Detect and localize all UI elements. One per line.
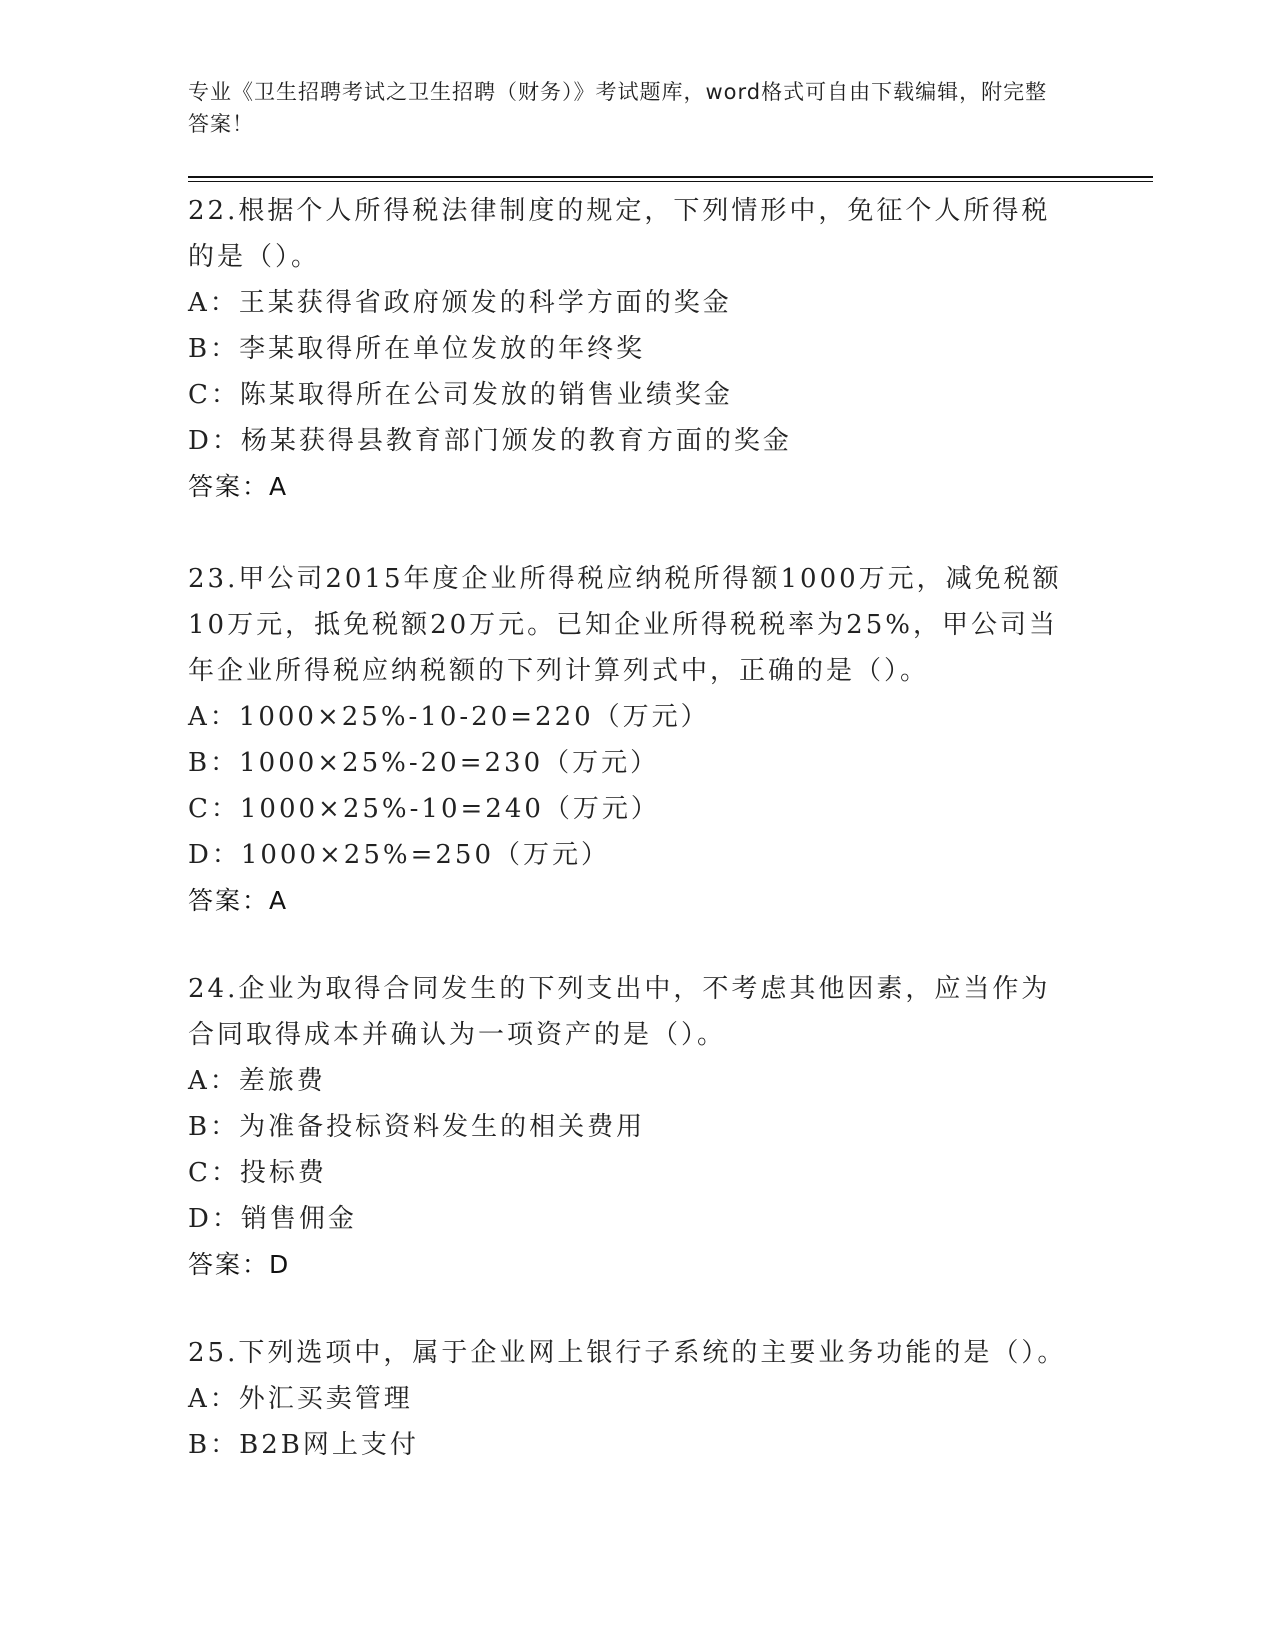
option-c: C：1000×25%-10=240（万元） <box>188 794 660 824</box>
option-c: C：投标费 <box>188 1158 327 1188</box>
option-a: A：外汇买卖管理 <box>188 1384 413 1414</box>
answer: 答案：A <box>188 886 289 915</box>
header-divider <box>188 176 1153 178</box>
option-d: D：销售佣金 <box>188 1204 357 1234</box>
option-a: A：差旅费 <box>188 1066 326 1096</box>
option-a: A：1000×25%-10-20=220（万元） <box>188 702 710 732</box>
option-b: B：李某取得所在单位发放的年终奖 <box>188 334 646 364</box>
option-b: B：B2B网上支付 <box>188 1430 419 1460</box>
option-d: D：杨某获得县教育部门颁发的教育方面的奖金 <box>188 426 792 456</box>
question-25 <box>188 1330 1078 1468</box>
question-stem: 23.甲公司2015年度企业所得税应纳税所得额1000万元，减免税额10万元，抵免税额20万元。已知企业所得税税率为25%，甲公司当年企业所得税应纳税额的下列计算列式中，正确的是（）。 <box>188 564 1062 686</box>
header-divider-thin <box>188 181 1153 182</box>
question-23 <box>188 556 1078 924</box>
option-d: D：1000×25%=250（万元） <box>188 840 610 870</box>
option-a: A：王某获得省政府颁发的科学方面的奖金 <box>188 288 732 318</box>
question-stem: 24.企业为取得合同发生的下列支出中，不考虑其他因素，应当作为合同取得成本并确认为一项资产的是（）。 <box>188 974 1051 1050</box>
question-22 <box>188 188 1078 510</box>
option-b: B：1000×25%-20=230（万元） <box>188 748 660 778</box>
answer: 答案：D <box>188 1250 291 1279</box>
document-header: 专业《卫生招聘考试之卫生招聘（财务）》考试题库，word格式可自由下载编辑，附完整答案！ <box>188 80 1048 136</box>
question-stem: 22.根据个人所得税法律制度的规定，下列情形中，免征个人所得税的是（）。 <box>188 196 1051 272</box>
option-b: B：为准备投标资料发生的相关费用 <box>188 1112 646 1142</box>
question-24 <box>188 966 1078 1288</box>
question-stem: 25.下列选项中，属于企业网上银行子系统的主要业务功能的是（）。 <box>188 1338 1067 1368</box>
answer: 答案：A <box>188 472 289 501</box>
option-c: C：陈某取得所在公司发放的销售业绩奖金 <box>188 380 733 410</box>
